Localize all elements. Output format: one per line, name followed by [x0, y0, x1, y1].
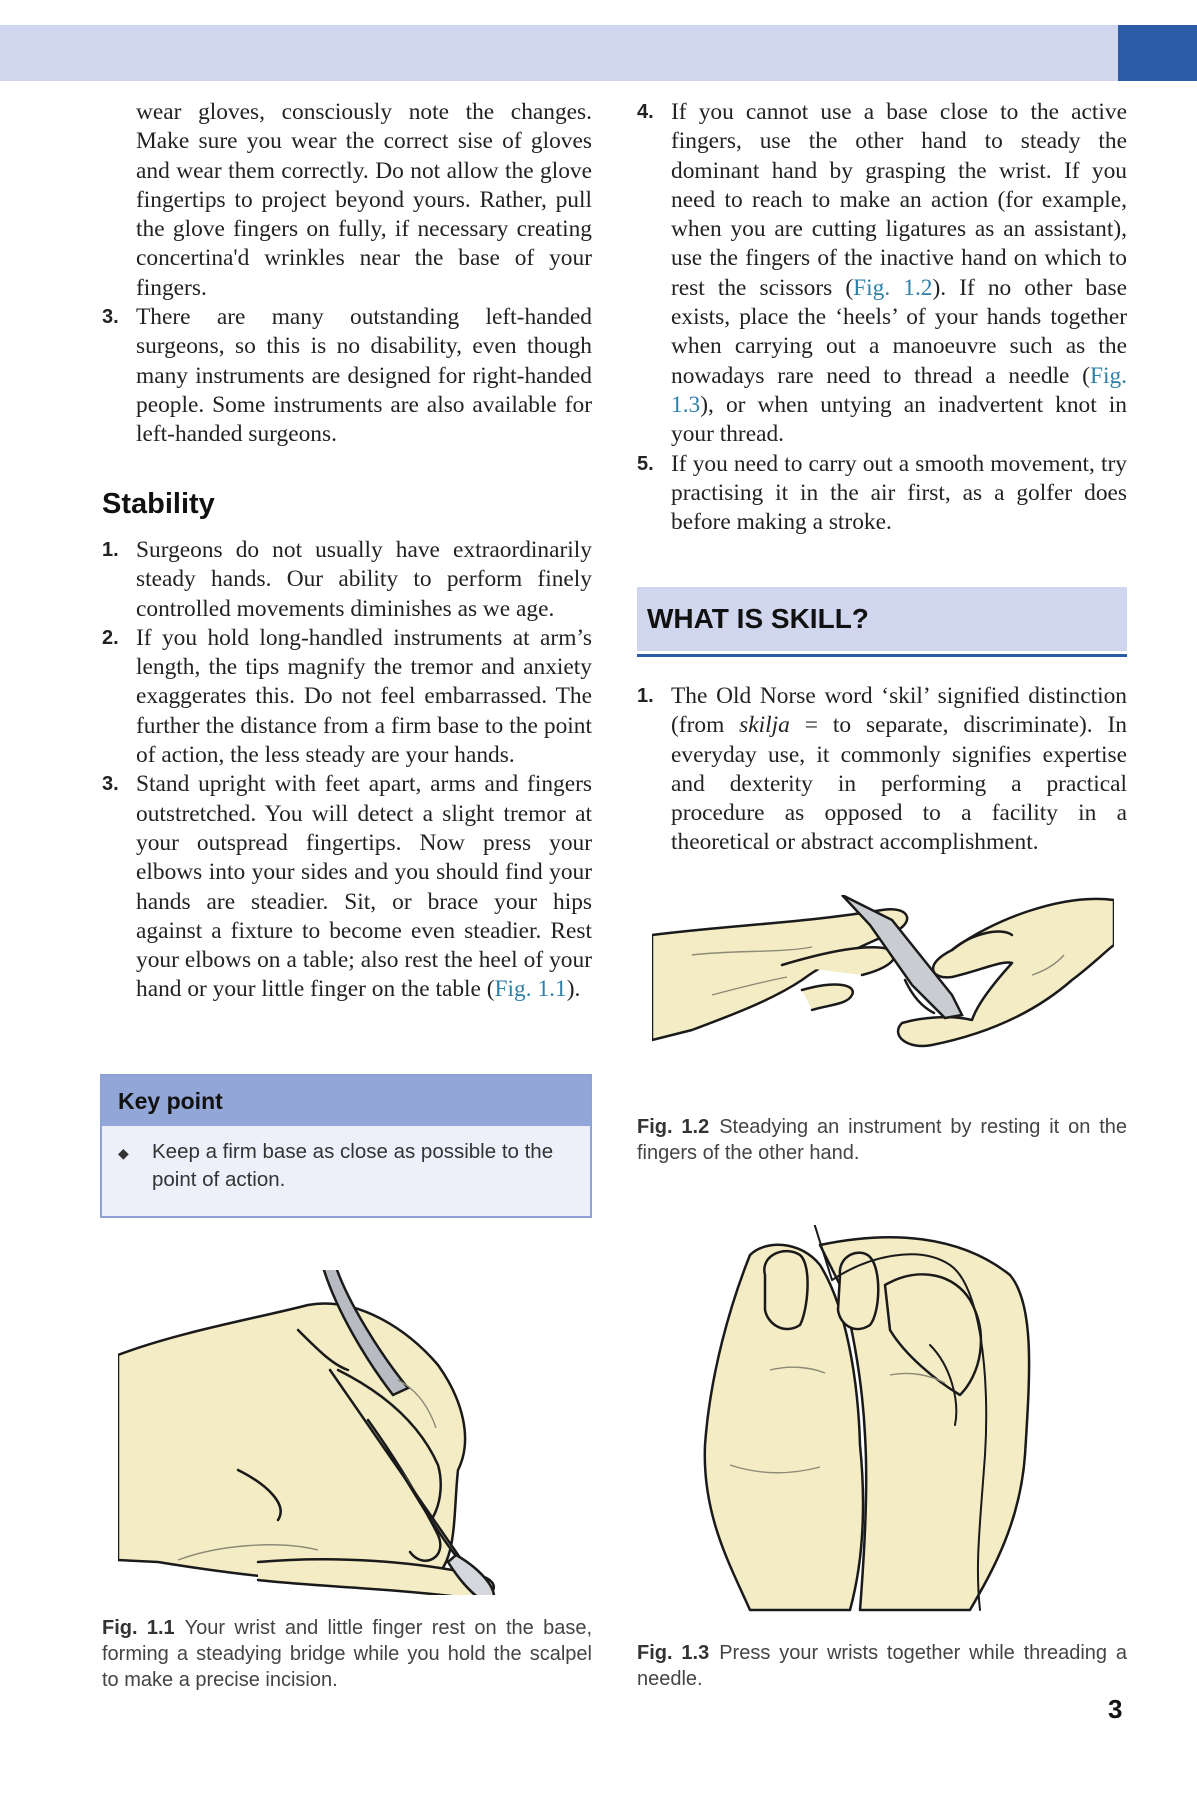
section-heading-stability: Stability — [102, 488, 215, 520]
stability-list — [102, 536, 592, 1005]
list-text: If you cannot use a base close to the active fingers, use the other hand to steady the dominant hand by grasping the wrist. If you need to reach to make an action (for example, when you are cutting ligatures as an assistant), use the fingers of the inactive hand on which to rest the scissors ( — [671, 99, 1127, 301]
header-band — [0, 25, 1118, 81]
figure-caption — [637, 1114, 1127, 1166]
section-heading-skill: WHAT IS SKILL? — [647, 603, 869, 634]
section-heading-box — [637, 587, 1127, 651]
list-text: Surgeons do not usually have extraordinarily steady hands. Our ability to perform finely controlled movements diminishes as we age. — [136, 537, 592, 622]
list-text: ). If no other base exists, place the ‘heels’ of your hands together when carrying out a manoeuvre such as the nowadays rare need to thread a needle ( — [671, 274, 1127, 389]
list-text: ). — [566, 976, 581, 1003]
list-text: If you need to carry out a smooth movement, try practising it in the air first, as a golfer does before making a stroke. — [671, 450, 1127, 536]
list-number: 1. — [637, 685, 654, 707]
list-item — [637, 682, 1127, 858]
bullet-icon: ◆ — [118, 1145, 129, 1161]
figure-caption — [102, 1615, 592, 1693]
page-number: 3 — [1108, 1694, 1123, 1724]
figure-label: Fig. 1.1 — [102, 1617, 175, 1639]
skill-list — [637, 682, 1127, 858]
figure-label: Fig. 1.3 — [637, 1642, 710, 1664]
caption-text: Steadying an instrument by resting it on the fingers of the other hand. — [637, 1116, 1128, 1164]
figure-label: Fig. 1.2 — [637, 1116, 710, 1138]
section-rule — [637, 654, 1127, 657]
figure-1-2-illustration — [652, 895, 1114, 1095]
list-item — [637, 98, 1127, 450]
list-number: 3. — [102, 306, 119, 329]
list-item — [102, 536, 592, 624]
left-column — [102, 98, 592, 450]
figure-caption — [637, 1640, 1127, 1692]
list-text: Stand upright with feet apart, arms and fingers outstretched. You will detect a slight tremor at your outspread fingertips. Now press your elbows into your sides and you should find your hands are steadier. Sit, or brace your hips against a fixture to become even steadier. Rest your elbows on a table; also rest the heel of your hand or your little finger on the table ( — [136, 771, 592, 1003]
italic-term: skilja — [739, 712, 790, 739]
key-point-title: Key point — [102, 1076, 590, 1126]
list-number: 5. — [637, 452, 654, 475]
list-text: = to separate, discriminate). In everyday use, it commonly signifies expertise and dexterity in performing a practical procedure as opposed to a facility in a theoretical or abstract accomplishment. — [671, 712, 1127, 856]
figure-1-3-illustration — [690, 1225, 1070, 1615]
right-column — [637, 98, 1127, 537]
caption-text: Your wrist and little finger rest on the base, forming a steadying bridge while you hold the scalpel to make a precise incision. — [102, 1617, 593, 1691]
list-number: 1. — [102, 539, 119, 561]
list-text: ), or when untying an inadvertent knot in your thread. — [671, 391, 1127, 448]
key-point-box — [100, 1074, 592, 1218]
figure-1-1-illustration — [118, 1270, 588, 1595]
continued-paragraph: wear gloves, consciously note the changes. Make sure you wear the correct sise of gloves and wear them correctly. Do not allow the glove fingertips to project beyond yours. Rather, pull the glove fingers on fully, if necessary creating concertina'd wrinkles near the base of your fingers. — [136, 99, 592, 301]
list-text: There are many outstanding left-handed surgeons, so this is no disability, even though many instruments are designed for right-handed people. Some instruments are also available for left-handed surgeons. — [136, 304, 592, 448]
list-item — [102, 770, 592, 1004]
list-number: 3. — [102, 773, 119, 796]
list-text: The Old Norse word ‘skil’ signified distinction (from — [671, 683, 1127, 739]
list-number: 2. — [102, 626, 119, 649]
caption-text: Press your wrists together while threading a needle. — [637, 1642, 1127, 1690]
key-point-body — [102, 1126, 590, 1194]
list-item — [102, 303, 592, 449]
list-item — [637, 450, 1127, 538]
list-text: If you hold long-handled instruments at arm’s length, the tips magnify the tremor and anxiety exaggerates this. Do not feel embarrassed. The further the distance from a firm base to the point of action, the less steady are your hands. — [136, 624, 592, 769]
key-point-text: Keep a firm base as close as possible to the point of action. — [152, 1140, 554, 1191]
figure-reference-link[interactable]: Fig. 1.3 — [671, 362, 1127, 418]
list-number: 4. — [637, 101, 654, 123]
figure-reference-link[interactable]: Fig. 1.2 — [853, 274, 933, 301]
list-item — [102, 624, 592, 770]
figure-reference-link[interactable]: Fig. 1.1 — [494, 976, 567, 1003]
header-tab — [1118, 25, 1197, 81]
